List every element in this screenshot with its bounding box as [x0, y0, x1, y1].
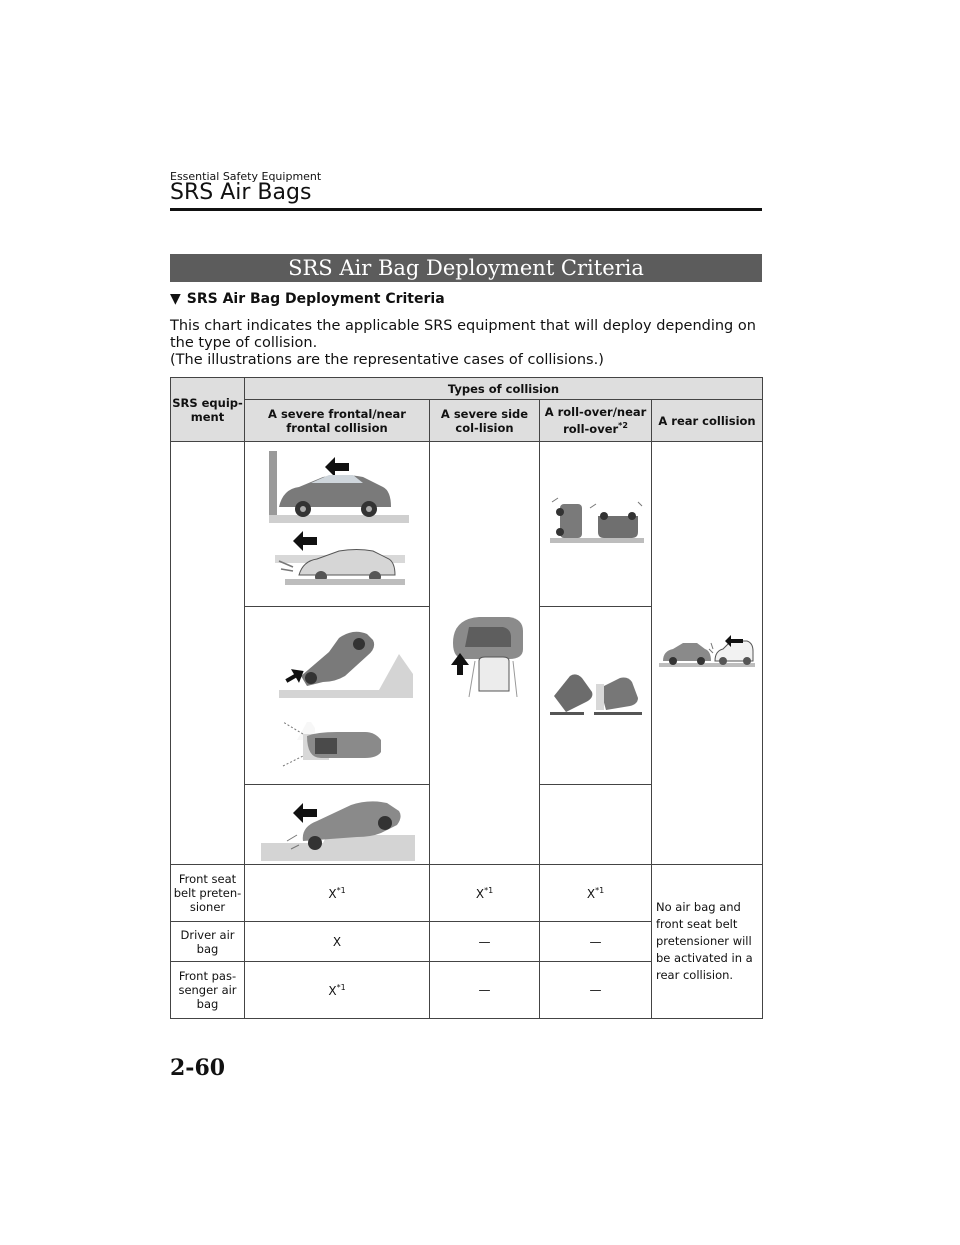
pretensioner-rollover-value: X [586, 886, 596, 901]
frontal-wall-collision-illustration [257, 449, 417, 599]
passenger-frontal-value: X [328, 983, 337, 998]
rear-collision-illustration [657, 633, 757, 673]
side-collision-cell [430, 442, 540, 865]
row-label-driver-airbag: Driver air bag [171, 922, 245, 962]
page-number: 2-60 [170, 1055, 226, 1081]
near-rollover-illustration [546, 666, 646, 726]
header-rollover-text: A roll-over/near roll-over [544, 405, 647, 436]
deployment-criteria-table [170, 377, 763, 1019]
rollover-illustration [546, 494, 646, 554]
pretensioner-rollover [540, 865, 652, 922]
header-rollover-note: *2 [618, 421, 628, 431]
near-rollover-cell [540, 607, 652, 785]
header-side: A severe side col-lision [430, 400, 540, 442]
passenger-side: — [430, 962, 540, 1019]
header-rear: A rear collision [652, 400, 763, 442]
header-title: SRS Air Bags [170, 180, 312, 205]
frontal-illustrations-top [245, 442, 430, 607]
side-collision-illustration [435, 603, 535, 703]
pretensioner-frontal-value: X [328, 886, 337, 901]
driver-rollover: — [540, 922, 652, 962]
passenger-frontal-note: *1 [336, 982, 346, 992]
header-rule [170, 208, 762, 211]
pretensioner-side [430, 865, 540, 922]
rollover-cell [540, 442, 652, 607]
pretensioner-side-value: X [475, 886, 485, 901]
subheading-text: SRS Air Bag Deployment Criteria [186, 291, 445, 307]
equipment-illustration-blank [171, 442, 245, 865]
header-types-of-collision: Types of collision [245, 378, 763, 400]
driver-side: — [430, 922, 540, 962]
header-frontal: A severe frontal/near frontal collision [245, 400, 430, 442]
intro-line-1: This chart indicates the applicable SRS equipment that will deploy depending on the type of collision. [170, 318, 756, 351]
rear-collision-cell [652, 442, 763, 865]
intro-text [170, 318, 762, 369]
row-label-pretensioner: Front seat belt preten-sioner [171, 865, 245, 922]
frontal-illustrations-middle [245, 607, 430, 785]
section-banner: SRS Air Bag Deployment Criteria [170, 254, 762, 282]
header-section: Essential Safety Equipment [170, 170, 322, 183]
passenger-frontal [245, 962, 430, 1019]
frontal-illustrations-bottom [245, 785, 430, 865]
driver-frontal-value: X [332, 935, 342, 949]
triangle-down-icon: ▼ [170, 291, 181, 307]
pretensioner-frontal-note: *1 [336, 885, 346, 895]
frontal-slope-collision-illustration [257, 616, 417, 776]
frontal-step-collision-illustration [257, 789, 417, 861]
pretensioner-side-note: *1 [484, 885, 494, 895]
passenger-rollover: — [540, 962, 652, 1019]
pretensioner-rollover-note: *1 [595, 885, 605, 895]
pretensioner-frontal [245, 865, 430, 922]
rear-collision-note: No air bag and front seat belt pretensioner will be activated in a rear collision. [652, 865, 763, 1019]
intro-line-2: (The illustrations are the representative cases of collisions.) [170, 352, 604, 368]
row-label-passenger-airbag: Front pas-senger air bag [171, 962, 245, 1019]
subheading [170, 291, 445, 307]
header-rollover [540, 400, 652, 442]
driver-frontal [245, 922, 430, 962]
header-equipment: SRS equip-ment [171, 378, 245, 442]
